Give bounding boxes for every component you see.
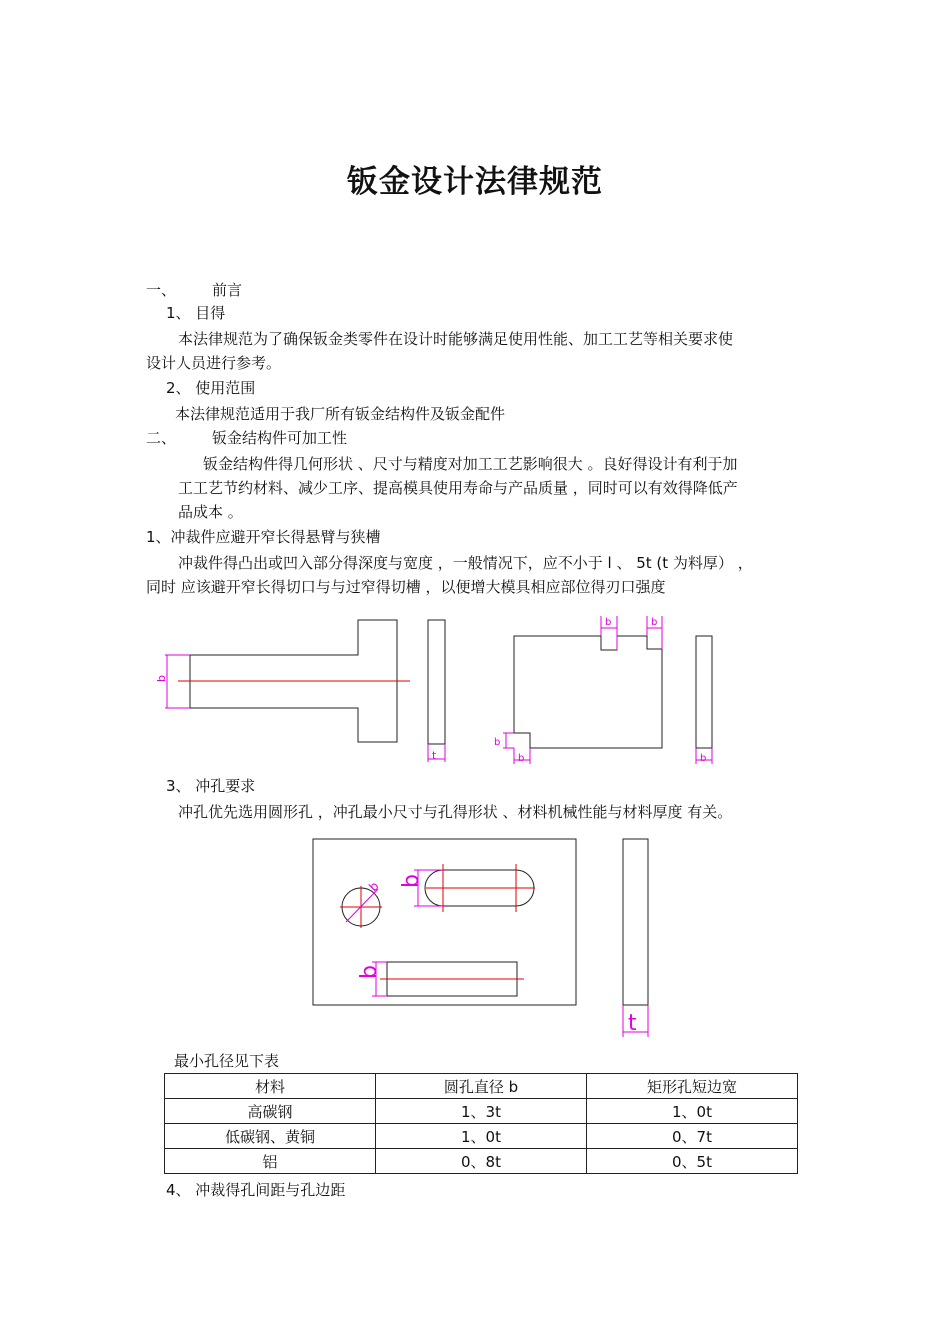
paragraph-line: 同时 应该避开窄长得切口与与过窄得切槽 ，以便增大模具相应部位得刃口强度	[146, 578, 666, 596]
section-2-heading: 钣金结构件可加工性	[212, 429, 348, 447]
table-cell: 高碳钢	[165, 1099, 376, 1124]
table-cell: 1、3t	[376, 1099, 587, 1124]
dimension-label-b: b	[155, 675, 168, 682]
table-header-row	[165, 1074, 798, 1099]
thickness-side-view-3	[623, 839, 648, 1005]
dimension-label-b: b	[605, 617, 612, 628]
subheading-punching: 1、冲裁件应避开窄长得悬臂与狭槽	[146, 528, 381, 546]
table-cell: 0、8t	[376, 1149, 587, 1174]
hole-plate-outline	[313, 839, 576, 1005]
dimension-label-b: b	[700, 753, 707, 764]
min-hole-table	[164, 1073, 798, 1174]
dimension-label-t: t	[628, 1011, 637, 1036]
slotted-part-outline	[514, 636, 662, 748]
subsection-1-1-heading: 1、 目得	[166, 304, 226, 322]
dimension-label-b: b	[651, 617, 658, 628]
section-1-heading: 前言	[212, 281, 243, 299]
thickness-side-view-2	[696, 636, 712, 748]
table-cell: 铝	[165, 1149, 376, 1174]
table-header-cell: 矩形孔短边宽	[587, 1074, 798, 1099]
subheading-hole-requirements: 3、 冲孔要求	[166, 777, 256, 795]
dimension-label-b: b	[494, 737, 501, 748]
subsection-1-2-heading: 2、 使用范围	[166, 379, 256, 397]
section-1-number: 一、	[146, 281, 177, 299]
paragraph-line: 冲孔优先选用圆形孔 ，冲孔最小尺寸与孔得形状 、材料机械性能与材料厚度 有关。	[178, 803, 733, 821]
table-row	[165, 1099, 798, 1124]
dimension-label-b: b	[518, 753, 525, 764]
section-2-number: 二、	[146, 429, 177, 447]
paragraph-line: 冲裁件得凸出或凹入部分得深度与宽度 ，一般情况下，应不小于 l 、 5t (t 为料厚） ，	[178, 554, 753, 572]
subheading-hole-spacing: 4、 冲裁得孔间距与孔边距	[166, 1181, 346, 1199]
dimension-label-b: b	[357, 965, 382, 979]
thickness-side-view	[428, 620, 445, 744]
table-caption: 最小孔径见下表	[174, 1052, 280, 1070]
table-cell: 低碳钢、黄铜	[165, 1124, 376, 1149]
table-row	[165, 1124, 798, 1149]
table-row	[165, 1149, 798, 1174]
table-cell: 1、0t	[376, 1124, 587, 1149]
paragraph-line: 钣金结构件得几何形状 、尺寸与精度对加工工艺影响很大 。良好得设计有利于加	[203, 455, 738, 473]
table-cell: 0、7t	[587, 1124, 798, 1149]
dimension-label-t: t	[432, 749, 437, 762]
table-header-cell: 材料	[165, 1074, 376, 1099]
paragraph-line: 设计人员进行参考。	[146, 354, 282, 372]
paragraph-line: 品成本 。	[178, 503, 243, 521]
paragraph-line: 本法律规范适用于我厂所有钣金结构件及钣金配件	[175, 405, 506, 423]
table-cell: 1、0t	[587, 1099, 798, 1124]
page-title: 钣金设计法律规范	[347, 164, 603, 200]
dimension-label-b: b	[399, 874, 424, 888]
table-header-cell: 圆孔直径 b	[376, 1074, 587, 1099]
paragraph-line: 本法律规范为了确保钣金类零件在设计时能够满足使用性能、加工工艺等相关要求使	[178, 330, 734, 348]
dimension-label-b: b	[366, 878, 382, 895]
table-cell: 0、5t	[587, 1149, 798, 1174]
paragraph-line: 工工艺节约材料、减少工序、提高模具使用寿命与产品质量 ，同时可以有效得降低产	[178, 479, 738, 497]
